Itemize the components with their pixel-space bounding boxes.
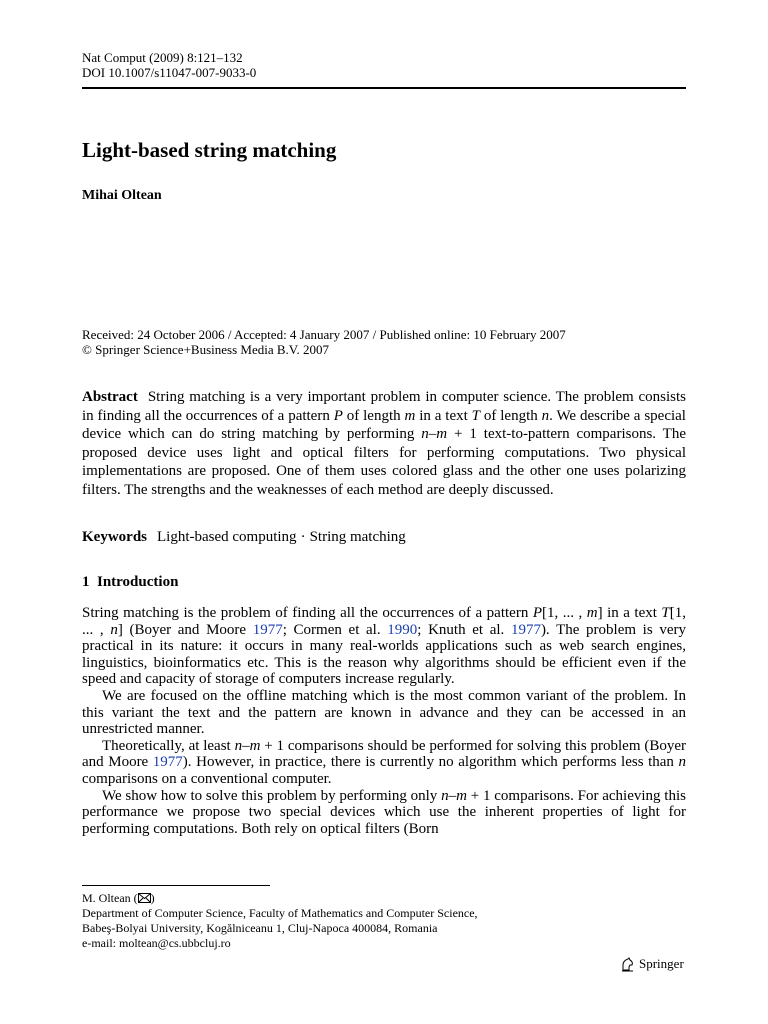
journal-header: [82, 50, 256, 80]
paragraph: [82, 605, 686, 688]
footnote-name: M. Oltean (: [82, 891, 138, 905]
doi: DOI 10.1007/s11047-007-9033-0: [82, 65, 257, 80]
abstract-text: of length: [342, 407, 405, 424]
publisher-logo: [620, 956, 684, 972]
footnote-rule: [82, 885, 270, 886]
citation-link[interactable]: 1977: [252, 621, 283, 638]
abstract-text: in a text: [415, 407, 472, 424]
math-var: P: [333, 407, 343, 424]
math-var: T: [661, 605, 670, 621]
author-name: Mihai Oltean: [82, 188, 162, 203]
keyword-item: String matching: [309, 529, 406, 545]
text: ). The problem is very practical in its nature: it occurs in many real-worlds applications such as web search engines, linguistics, bioinformatics etc. This is the reason why algorithms should be efficient even if the speed and capacity of storage of computers increase regularly.: [82, 621, 686, 688]
text: String matching is the problem of finding all the occurrences of a pattern: [82, 605, 533, 621]
text: [1, ... ,: [82, 605, 686, 638]
text: + 1 comparisons. For achieving this performance we propose two special devices which use the inherent properties of light for performing computations. Both rely on optical filters (Born: [82, 787, 686, 837]
footnote-email: e-mail: moltean@cs.ubbcluj.ro: [82, 936, 231, 950]
math-var: n–m: [234, 737, 261, 754]
history-dates: Received: 24 October 2006 / Accepted: 4 January 2007 / Published online: 10 February 2007: [82, 327, 566, 342]
abstract-text: of length: [480, 407, 542, 424]
keywords: [82, 529, 406, 546]
paragraph: [82, 738, 686, 788]
text: ; Knuth et al.: [417, 621, 511, 638]
section-number: 1: [82, 574, 90, 590]
springer-horse-icon: [620, 957, 635, 972]
author-footnote: [82, 891, 478, 951]
math-var: n: [678, 754, 687, 771]
introduction-body: [82, 605, 686, 837]
footnote-paren: ): [150, 891, 155, 905]
section-title: Introduction: [97, 574, 179, 590]
text: ] (Boyer and Moore: [117, 621, 253, 638]
paper-title: Light-based string matching: [82, 138, 337, 162]
text: ] in a text: [597, 605, 662, 621]
math-var: n: [541, 407, 550, 424]
math-var: T: [471, 407, 480, 424]
math-var: n–m: [421, 426, 448, 442]
paragraph: [82, 788, 686, 838]
publication-dates: [82, 327, 566, 357]
citation-link[interactable]: 1977: [152, 754, 183, 771]
section-heading: [82, 574, 178, 591]
keywords-label: Keywords: [82, 529, 147, 545]
header-rule: [82, 87, 686, 89]
footnote-name-line: [82, 891, 478, 906]
keyword-separator: ·: [300, 529, 306, 545]
publisher-name: Springer: [639, 956, 684, 971]
keyword-item: Light-based computing: [157, 529, 297, 545]
math-var: P: [532, 605, 542, 621]
text: We are focused on the offline matching which is the most common variant of the problem. In this variant the text and the pattern are known in advance and they can be accessed in an unrestricted manner.: [82, 687, 686, 738]
text: We show how to solve this problem by performing only: [102, 787, 442, 804]
abstract-text: String matching is a very important problem in computer science. The problem consists in finding all the occurrences of a pattern: [82, 389, 686, 424]
math-var: n: [110, 621, 118, 638]
text: comparisons on a conventional computer.: [82, 770, 332, 787]
footnote-address: Babeş-Bolyai University, Kogălniceanu 1, Cluj-Napoca 400084, Romania: [82, 921, 438, 935]
abstract-label: Abstract: [82, 389, 138, 405]
text: ). However, in practice, there is currently no algorithm which performs less than: [182, 754, 679, 771]
citation-link[interactable]: 1990: [387, 621, 418, 638]
text: ; Cormen et al.: [282, 621, 388, 638]
abstract-text: + 1 text-to-pattern comparisons. The proposed device uses light and optical filters for performing computations. Two physical implementations are proposed. One of them uses colored glass and the other one uses polarizing filters. The strengths and the weaknesses of each method are deeply discussed.: [82, 426, 687, 498]
citation-link[interactable]: 1977: [510, 621, 541, 638]
math-var: m: [404, 407, 416, 424]
paragraph: [82, 688, 686, 738]
text: Theoretically, at least: [102, 737, 235, 754]
journal-citation: Nat Comput (2009) 8:121–132: [82, 50, 243, 65]
abstract: [82, 388, 686, 499]
math-var: m: [586, 605, 598, 621]
math-var: n–m: [441, 787, 467, 804]
abstract-text: . We describe a special device which can do string matching by performing: [82, 407, 686, 442]
text: + 1 comparisons should be performed for solving this problem (Boyer and Moore: [82, 737, 686, 771]
copyright: © Springer Science+Business Media B.V. 2007: [82, 342, 329, 357]
envelope-icon: [138, 893, 151, 903]
footnote-department: Department of Computer Science, Faculty of Mathematics and Computer Science,: [82, 906, 478, 920]
text: [1, ... ,: [542, 605, 587, 621]
